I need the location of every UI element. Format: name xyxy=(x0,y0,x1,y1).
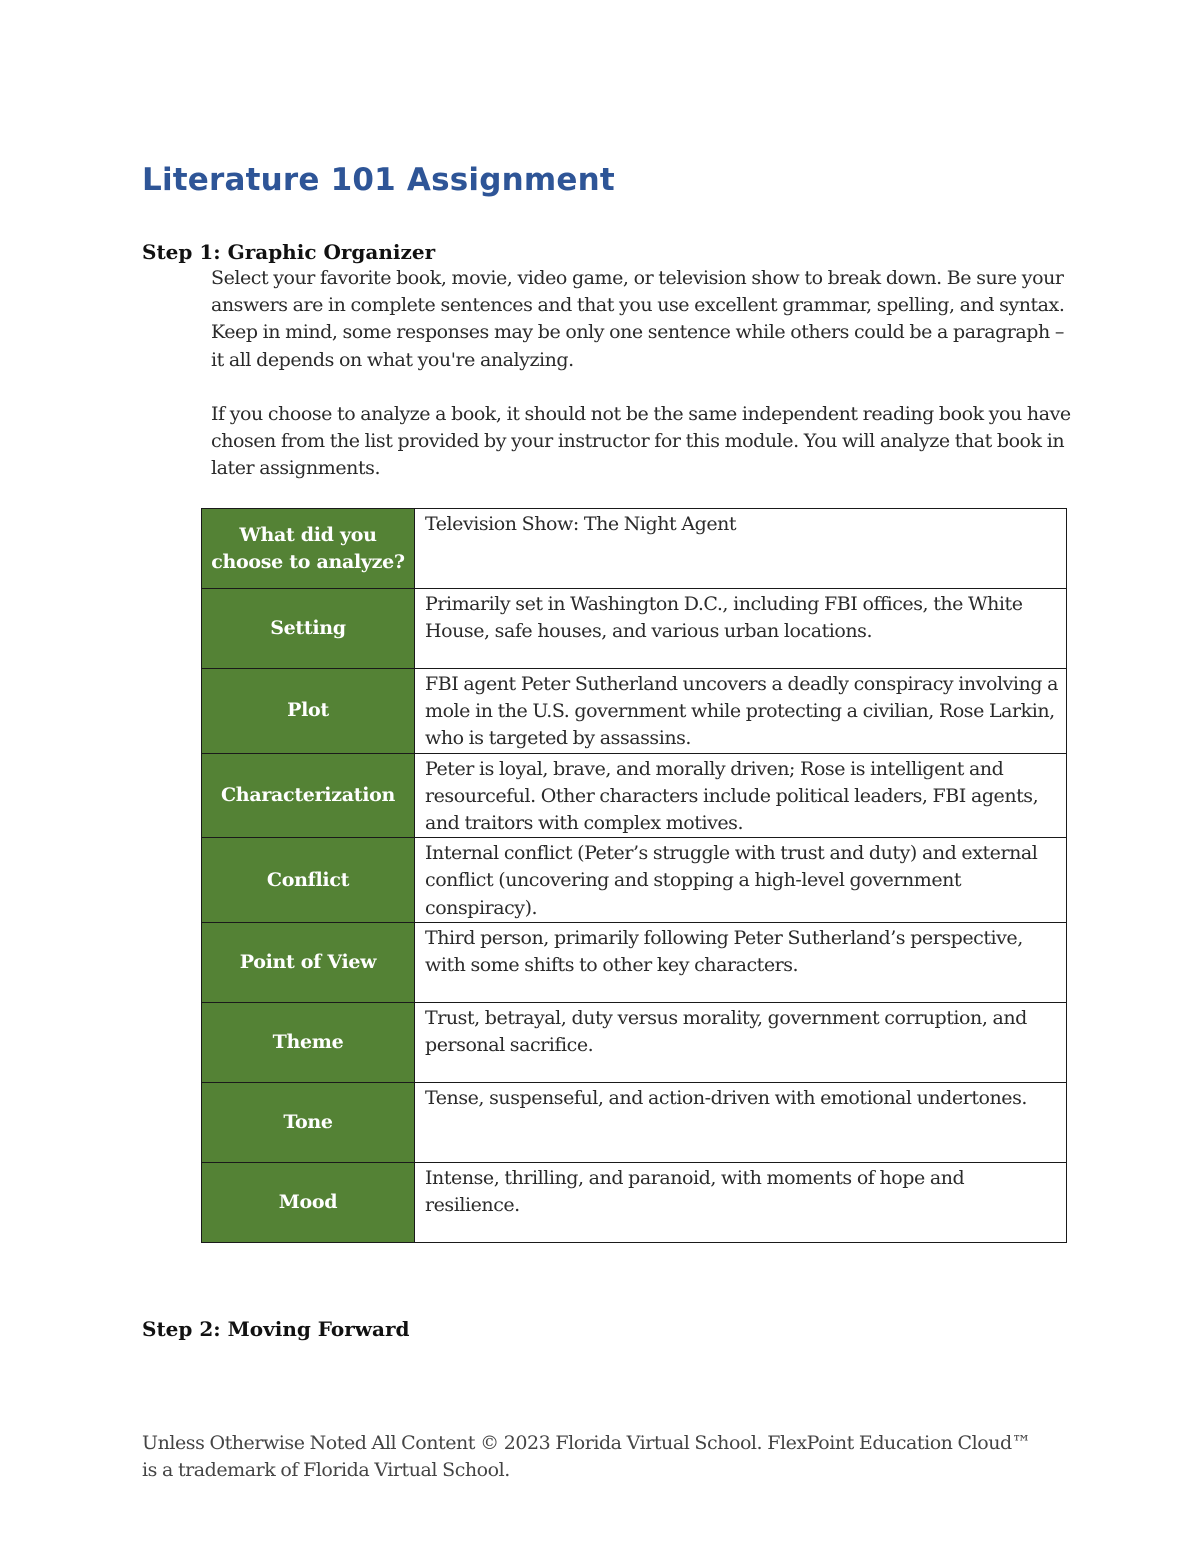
organizer-row-plot xyxy=(202,669,1067,754)
organizer-row-tone xyxy=(202,1082,1067,1162)
organizer-value-point-of-view: Third person, primarily following Peter Sutherland’s perspective, with some shifts to other key characters. xyxy=(415,922,1067,1002)
organizer-value-mood: Intense, thrilling, and paranoid, with moments of hope and resilience. xyxy=(415,1162,1067,1242)
organizer-row-conflict xyxy=(202,838,1067,923)
step2-heading: Step 2: Moving Forward xyxy=(142,1317,410,1341)
organizer-value-conflict: Internal conflict (Peter’s struggle with trust and duty) and external conflict (uncovering and stopping a high-level government conspiracy). xyxy=(415,838,1067,923)
organizer-value-tone: Tense, suspenseful, and action-driven with emotional undertones. xyxy=(415,1082,1067,1162)
organizer-label-tone: Tone xyxy=(202,1082,415,1162)
organizer-row-setting xyxy=(202,589,1067,669)
organizer-label-plot: Plot xyxy=(202,669,415,754)
copyright-footer: Unless Otherwise Noted All Content © 2023 Florida Virtual School. FlexPoint Education Cloud™ is a trademark of Florida Virtual School. xyxy=(142,1432,1031,1482)
organizer-row-theme xyxy=(202,1002,1067,1082)
organizer-value-setting: Primarily set in Washington D.C., including FBI offices, the White House, safe houses, and various urban locations. xyxy=(415,589,1067,669)
organizer-value-analysis-choice: Television Show: The Night Agent xyxy=(415,509,1067,589)
organizer-label-point-of-view: Point of View xyxy=(202,922,415,1002)
step1-heading: Step 1: Graphic Organizer xyxy=(142,240,436,264)
organizer-row-mood xyxy=(202,1162,1067,1242)
organizer-label-setting: Setting xyxy=(202,589,415,669)
step1-book-note-paragraph: If you choose to analyze a book, it should not be the same independent reading book you have chosen from the list provided by your instructor for this module. You will analyze that book in later assignments. xyxy=(211,403,1071,480)
organizer-label-analysis-choice: What did you choose to analyze? xyxy=(202,509,415,589)
organizer-label-characterization: Characterization xyxy=(202,753,415,838)
step1-instructions-paragraph: Select your favorite book, movie, video game, or television show to break down. Be sure your answers are in complete sentences and that you use excellent grammar, spelling, and syntax. Keep in mind, some responses may be only one sentence while others could be a paragraph – it all depends on what you're analyzing. xyxy=(211,267,1065,371)
organizer-row-analysis-choice xyxy=(202,509,1067,589)
organizer-label-conflict: Conflict xyxy=(202,838,415,923)
organizer-row-point-of-view xyxy=(202,922,1067,1002)
organizer-value-theme: Trust, betrayal, duty versus morality, government corruption, and personal sacrifice. xyxy=(415,1002,1067,1082)
document-title: Literature 101 Assignment xyxy=(142,162,615,198)
organizer-label-mood: Mood xyxy=(202,1162,415,1242)
graphic-organizer-table xyxy=(201,508,1067,1243)
organizer-label-theme: Theme xyxy=(202,1002,415,1082)
organizer-value-plot: FBI agent Peter Sutherland uncovers a deadly conspiracy involving a mole in the U.S. government while protecting a civilian, Rose Larkin, who is targeted by assassins. xyxy=(415,669,1067,754)
organizer-row-characterization xyxy=(202,753,1067,838)
organizer-value-characterization: Peter is loyal, brave, and morally driven; Rose is intelligent and resourceful. Other characters include political leaders, FBI agents, and traitors with complex motives. xyxy=(415,753,1067,838)
